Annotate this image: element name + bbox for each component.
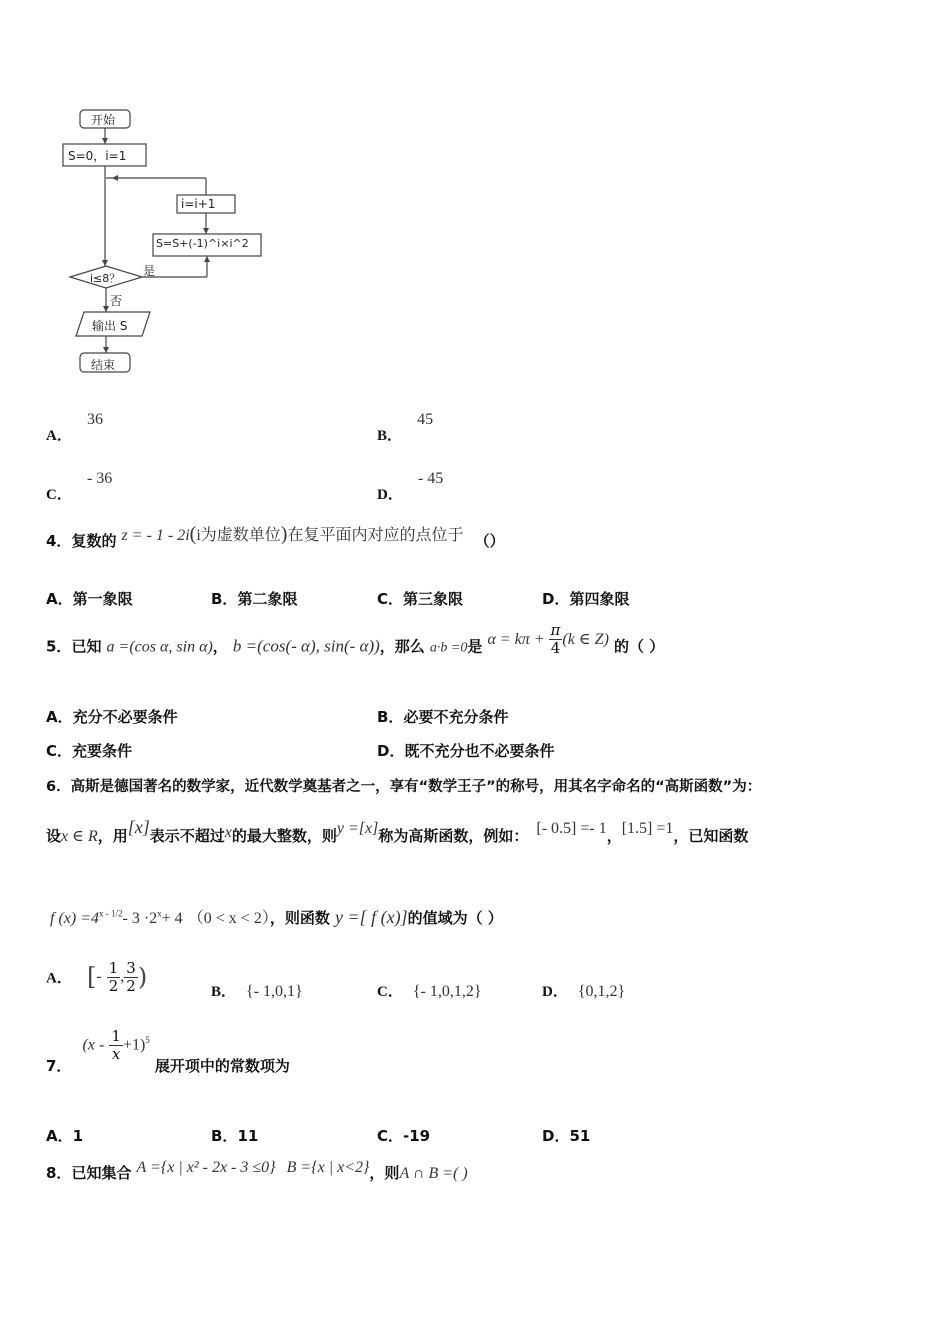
option-value: 必要不充分条件 <box>403 708 509 726</box>
q6-option-a[interactable]: A． [- $\frac{1}{2}$ , $\frac{3}{2}$ ) <box>46 959 148 995</box>
question-text: 表示不超过 <box>149 827 225 845</box>
q7-option-a[interactable] <box>46 1125 83 1146</box>
question-text: 称为高斯函数，例如： <box>378 827 529 845</box>
q3-option-c[interactable] <box>46 467 113 503</box>
question-text: 是 <box>467 637 483 656</box>
question-text: 高斯是德国著名的数学家，近代数学奠基者之一，享有“数学王子”的称号，用其名字命名的“高斯函数”为： <box>70 779 762 795</box>
math-expression: + 4 <box>161 910 183 927</box>
math-expression: x ∈ R <box>61 828 98 845</box>
option-label: A． <box>46 590 73 608</box>
question-5 <box>46 621 665 664</box>
math-expression: B ={x | x<2} <box>286 1159 370 1176</box>
math-superscript: x - 1/2 <box>99 908 123 919</box>
question-7 <box>46 1027 290 1076</box>
question-text: 展开项中的常数项为 <box>154 1057 290 1075</box>
math-fraction <box>549 622 563 656</box>
option-label: D． <box>542 590 570 608</box>
fraction-numerator: 1 <box>108 959 119 977</box>
q3-option-d[interactable] <box>377 467 444 503</box>
math-expression: [1.5] =1 <box>621 820 674 837</box>
option-value: 51 <box>569 1127 591 1145</box>
question-text: 已知 <box>71 637 102 656</box>
option-value: {0,1,2} <box>577 983 626 1000</box>
option-value: 充分不必要条件 <box>72 708 178 726</box>
math-expression: - 3 ·2 <box>122 910 158 927</box>
flowchart-condition-label: i≤8？ <box>90 272 121 285</box>
question-number: 7． <box>46 1057 72 1075</box>
option-label: B． <box>377 428 403 444</box>
flowchart-start-label: 开始 <box>91 113 116 127</box>
question-6-line-2 <box>46 817 749 846</box>
option-value: 36 <box>86 411 103 428</box>
math-expression: - <box>96 968 102 985</box>
math-expression: (x - <box>82 1036 105 1054</box>
option-label: D． <box>542 1127 570 1145</box>
option-value: 11 <box>237 1127 259 1145</box>
question-6-line-3 <box>50 905 503 928</box>
math-expression: x <box>224 824 232 841</box>
math-fraction <box>124 960 138 994</box>
punctuation: ， <box>212 637 228 656</box>
question-text: 复数的 <box>71 532 117 550</box>
option-label: C． <box>377 1127 404 1145</box>
question-6-line-1 <box>46 775 761 796</box>
question-text: ，则函数 <box>269 909 330 927</box>
option-value: 第四象限 <box>569 590 630 608</box>
option-label: A． <box>46 1127 73 1145</box>
math-expression: i为虚数单位 <box>196 527 281 544</box>
question-text: ，用 <box>97 827 128 845</box>
option-value: 1 <box>72 1127 84 1145</box>
q6-option-c[interactable] <box>377 980 482 1001</box>
flowchart-init-label: S=0，i=1 <box>68 149 127 163</box>
option-value: {- 1,0,1} <box>246 983 303 1000</box>
question-4: 4．复数的 z = - 1 - 2i(i为虚数单位)在复平面内对应的点位于 （） <box>46 523 505 550</box>
question-text: 的最大整数，则 <box>231 827 337 845</box>
q6-option-b[interactable] <box>211 980 303 1001</box>
question-text: ，已知函数 <box>673 827 749 845</box>
math-fraction <box>109 1028 123 1062</box>
q5-option-a[interactable] <box>46 706 178 727</box>
option-value: {- 1,0,1,2} <box>412 983 482 1000</box>
math-expression: +1) <box>122 1036 146 1054</box>
question-number: 8． <box>46 1164 72 1182</box>
option-label: C． <box>377 984 403 1000</box>
math-superscript: x <box>157 908 162 919</box>
q6-option-d[interactable] <box>542 980 625 1001</box>
q4-option-c[interactable] <box>377 588 463 609</box>
option-label: B． <box>211 984 237 1000</box>
math-fraction <box>107 960 121 994</box>
question-text: ，那么 <box>379 637 425 656</box>
math-expression: [x] <box>127 817 150 837</box>
option-label: D． <box>377 487 403 503</box>
flowchart-no-label: 否 <box>110 294 123 308</box>
option-value: 第一象限 <box>72 590 133 608</box>
fraction-numerator: 1 <box>111 1027 121 1045</box>
flowchart-increment-label: i=i+1 <box>181 197 216 211</box>
option-value: 45 <box>417 411 434 428</box>
question-number: 5． <box>46 637 72 656</box>
math-expression: a·b =0 <box>429 640 468 656</box>
math-expression: (k ∈ Z) <box>562 630 609 648</box>
math-superscript: 5 <box>145 1035 150 1046</box>
option-label: C． <box>46 487 72 503</box>
option-label: C． <box>377 590 404 608</box>
math-expression: A ∩ B =( ) <box>399 1165 468 1182</box>
question-text: 的值域为（ ） <box>407 909 503 927</box>
q4-option-d[interactable] <box>542 588 629 609</box>
question-text: 设 <box>46 827 62 845</box>
math-expression: 在复平面内对应的点位于 <box>287 527 464 544</box>
option-label: B． <box>211 590 238 608</box>
option-label: D． <box>542 984 568 1000</box>
option-value: 既不充分也不必要条件 <box>404 742 555 760</box>
math-expression: [- 0.5] =- 1 <box>536 820 607 837</box>
math-expression: f (x) =4 <box>50 910 99 927</box>
option-value: 第三象限 <box>403 590 464 608</box>
q5-option-c[interactable] <box>46 740 132 761</box>
answer-blank: （） <box>474 532 505 550</box>
option-value: - 36 <box>86 470 113 487</box>
math-expression: y =[ f (x)] <box>334 907 408 927</box>
fraction-numerator: π <box>550 621 561 639</box>
q4-option-a[interactable] <box>46 588 133 609</box>
q3-option-b[interactable] <box>377 408 434 444</box>
flowchart-output-label: 输出 S <box>92 319 128 333</box>
option-value: -19 <box>403 1127 431 1145</box>
question-number: 6． <box>46 779 71 795</box>
math-expression: y =[x] <box>336 820 379 837</box>
q4-option-b[interactable] <box>211 588 297 609</box>
option-value: - 45 <box>417 470 444 487</box>
fraction-denominator: x <box>111 1044 121 1063</box>
option-value: 第二象限 <box>237 590 298 608</box>
question-text: ，则 <box>369 1164 400 1182</box>
q7-option-b[interactable] <box>211 1125 258 1146</box>
q3-option-a[interactable] <box>46 408 103 444</box>
math-expression: z = - 1 - 2i <box>121 527 190 544</box>
question-number: 4． <box>46 532 72 550</box>
q5-option-d[interactable] <box>377 740 554 761</box>
q7-option-c[interactable] <box>377 1125 430 1146</box>
option-label: B． <box>211 1127 238 1145</box>
math-expression: b =(cos(- α), sin(- α)) <box>232 636 380 656</box>
fraction-denominator: 4 <box>550 638 561 657</box>
option-label: C． <box>46 742 73 760</box>
option-label: A． <box>46 428 72 444</box>
flowchart-yes-label: 是 <box>143 264 156 278</box>
question-text: 已知集合 <box>71 1164 132 1182</box>
option-label: D． <box>377 742 405 760</box>
fraction-numerator: 3 <box>126 959 136 977</box>
q5-option-b[interactable] <box>377 706 508 727</box>
option-value: 充要条件 <box>72 742 133 760</box>
flowchart-update-label: S=S+(-1)^i×i^2 <box>156 237 249 250</box>
fraction-denominator: 2 <box>126 976 136 995</box>
question-8 <box>46 1159 468 1183</box>
option-label: A． <box>46 970 72 987</box>
question-text: 的（ ） <box>614 637 665 656</box>
fraction-denominator: 2 <box>108 976 119 995</box>
flowchart-end-label: 结束 <box>91 358 116 372</box>
punctuation: ， <box>606 827 622 845</box>
math-expression: α = kπ + <box>487 630 549 648</box>
math-expression: a =(cos α, sin α) <box>106 638 213 656</box>
math-expression: （0 < x < 2） <box>187 910 270 927</box>
option-label: A． <box>46 708 73 726</box>
math-expression: A ={x | x² - 2x - 3 ≤0} <box>136 1159 276 1176</box>
option-label: B． <box>377 708 404 726</box>
q7-option-d[interactable] <box>542 1125 590 1146</box>
